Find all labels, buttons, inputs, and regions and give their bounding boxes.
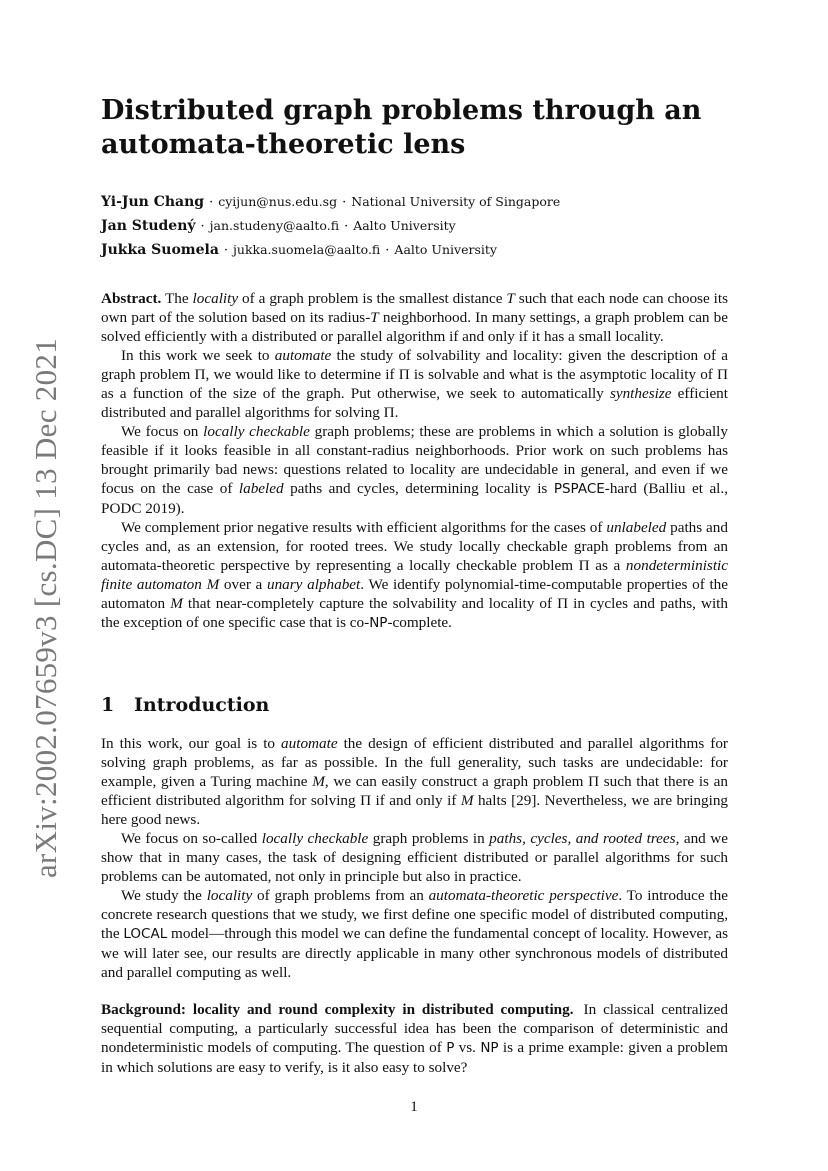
body-paragraph xyxy=(101,734,728,829)
text-run: neighborhood. In many settings, a graph problem can be solved efficiently with a distributed or parallel algorithm if and only if it has a small locality. xyxy=(101,309,728,345)
section-heading xyxy=(101,694,269,716)
author-name: Yi-Jun Chang xyxy=(101,194,205,210)
text-run: that near-completely capture the solvability and locality of Π in cycles and paths, with the exception of one specific case that is co- xyxy=(101,595,728,631)
emphasis: automata-theoretic perspective xyxy=(428,887,619,904)
text-run: the design of efficient distributed and parallel algorithms for solving graph problems, as far as possible. In the full generality, such tasks are undecidable: for example, given a Turing machine xyxy=(101,735,728,790)
text-run: paths and cycles, determining locality is xyxy=(283,480,554,497)
text-run: . To introduce the concrete research questions that we study, we first define one specific model of distributed computing, the xyxy=(101,887,728,942)
complexity-class: P xyxy=(446,1040,455,1056)
math-symbol: M xyxy=(460,792,474,809)
text-run: model—through this model we can define the fundamental concept of locality. However, as we will later see, our results are directly applicable in many other synchronous models of distributed and parallel computing as well. xyxy=(101,925,728,981)
body-paragraph xyxy=(101,886,728,982)
author-email: cyijun@nus.edu.sg xyxy=(218,194,338,209)
abstract-label: Abstract. xyxy=(101,290,162,307)
abstract-paragraph xyxy=(101,518,728,633)
text-run: We study the xyxy=(121,887,207,904)
emphasis: locally checkable xyxy=(203,423,310,440)
text-run: vs. xyxy=(454,1039,481,1056)
math-symbol: M xyxy=(170,595,183,612)
author-email: jukka.suomela@aalto.fi xyxy=(233,242,381,257)
arxiv-identifier-stamp: arXiv:2002.07659v3 [cs.DC] 13 Dec 2021 xyxy=(28,337,63,879)
text-run: We focus on so-called xyxy=(121,830,262,847)
author-affiliation: National University of Singapore xyxy=(351,194,561,209)
text-run: of a graph problem is the smallest distance xyxy=(238,290,507,307)
emphasis: locality xyxy=(192,290,239,307)
text-run: the study of solvability and locality: given the description of a graph problem Π, we would like to determine if Π is solvable and what is the asymptotic locality of Π as a function of the size of the graph. Put otherwise, we seek to automatically xyxy=(101,347,728,402)
text-run: is a prime example: given a problem in which solutions are easy to verify, is it also easy to solve? xyxy=(101,1039,728,1076)
emphasis: automate xyxy=(281,735,338,752)
emphasis: labeled xyxy=(238,480,284,497)
separator: · xyxy=(344,219,349,234)
introduction-body xyxy=(101,734,728,982)
abstract xyxy=(101,289,728,633)
author-name: Jan Studený xyxy=(101,218,196,234)
body-paragraph xyxy=(101,829,728,886)
text-run: graph problems in xyxy=(368,830,490,847)
text-run: We complement prior negative results with efficient algorithms for the cases of xyxy=(121,519,607,536)
complexity-class: NP xyxy=(369,615,388,631)
abstract-paragraph xyxy=(101,422,728,518)
body-paragraph xyxy=(101,1000,728,1077)
text-run: -hard (Balliu et al., PODC 2019). xyxy=(101,480,728,517)
author-affiliation: Aalto University xyxy=(353,218,456,233)
section-title: Introduction xyxy=(134,694,270,716)
paragraph-heading: Background: locality and round complexity in distributed computing. xyxy=(101,1001,574,1018)
separator: · xyxy=(342,195,347,210)
text-run: paths and cycles and, as an extension, for rooted trees. We study locally checkable graph problems from an automata-theoretic perspective by representing a locally checkable problem Π as a xyxy=(101,519,728,574)
section-number: 1 xyxy=(101,694,115,716)
complexity-class: NP xyxy=(480,1040,499,1056)
emphasis: unary alphabet xyxy=(266,576,361,593)
author-list xyxy=(101,190,751,262)
emphasis: synthesize xyxy=(609,385,672,402)
text-run: In classical centralized sequential computing, a particularly successful idea has been the comparison of deterministic and nondeterministic models of computing. The question of xyxy=(101,1001,729,1056)
separator: · xyxy=(385,243,390,258)
emphasis: unlabeled xyxy=(606,519,667,536)
math-symbol: M xyxy=(206,576,220,593)
text-run: We focus on xyxy=(121,423,204,440)
author-entry xyxy=(101,214,751,238)
separator: · xyxy=(223,243,229,258)
text-run: of graph problems from an xyxy=(252,887,429,904)
text-run: The xyxy=(164,290,193,307)
author-email: jan.studeny@aalto.fi xyxy=(209,218,340,233)
text-run: graph problems; these are problems in which a solution is globally feasible if it looks feasible in all constant-radius neighborhoods. Prior work on such problems has brought primarily bad news: questions related to locality are undecidable in general, and even if we focus on the case of xyxy=(101,423,728,497)
math-symbol: T xyxy=(370,309,379,326)
abstract-paragraph xyxy=(101,289,728,346)
text-run: halts [29]. Nevertheless, we are bringing here good news. xyxy=(101,792,729,828)
emphasis: paths, cycles, and rooted trees xyxy=(489,830,676,847)
text-run: In this work we seek to xyxy=(121,347,275,364)
abstract-paragraph xyxy=(101,346,728,422)
text-run: In this work, our goal is to xyxy=(101,735,282,752)
text-run: -complete. xyxy=(387,614,452,631)
author-name: Jukka Suomela xyxy=(101,242,219,258)
author-entry xyxy=(101,190,751,214)
text-run: such that each node can choose its own part of the solution based on its radius- xyxy=(101,290,728,326)
author-affiliation: Aalto University xyxy=(394,242,497,257)
text-run: efficient distributed and parallel algorithms for solving Π. xyxy=(101,385,728,421)
text-run: , and we show that in many cases, the task of designing efficient distributed or parallel algorithms for such problems can be automated, not only in principle but also in practice. xyxy=(101,830,728,885)
page-number: 1 xyxy=(410,1099,418,1115)
paper-title: Distributed graph problems through an automata-theoretic lens xyxy=(101,95,702,160)
model-name: LOCAL xyxy=(123,926,168,942)
complexity-class: PSPACE xyxy=(553,481,605,497)
text-run: . We identify polynomial-time-computable properties of the automaton xyxy=(101,576,729,612)
emphasis: nondeterministic finite automaton xyxy=(101,557,728,593)
emphasis: locally checkable xyxy=(261,830,369,847)
emphasis: automate xyxy=(274,347,332,364)
math-symbol: T xyxy=(506,290,515,307)
separator: · xyxy=(209,195,214,210)
background-paragraph-block xyxy=(101,1000,728,1077)
math-symbol: M xyxy=(312,773,325,790)
text-run: over a xyxy=(219,576,267,593)
author-entry xyxy=(101,238,751,262)
separator: · xyxy=(200,219,205,234)
emphasis: locality xyxy=(206,887,253,904)
text-run: , we can easily construct a graph problem Π such that there is an efficient distributed algorithm for solving Π if and only if xyxy=(101,773,728,809)
